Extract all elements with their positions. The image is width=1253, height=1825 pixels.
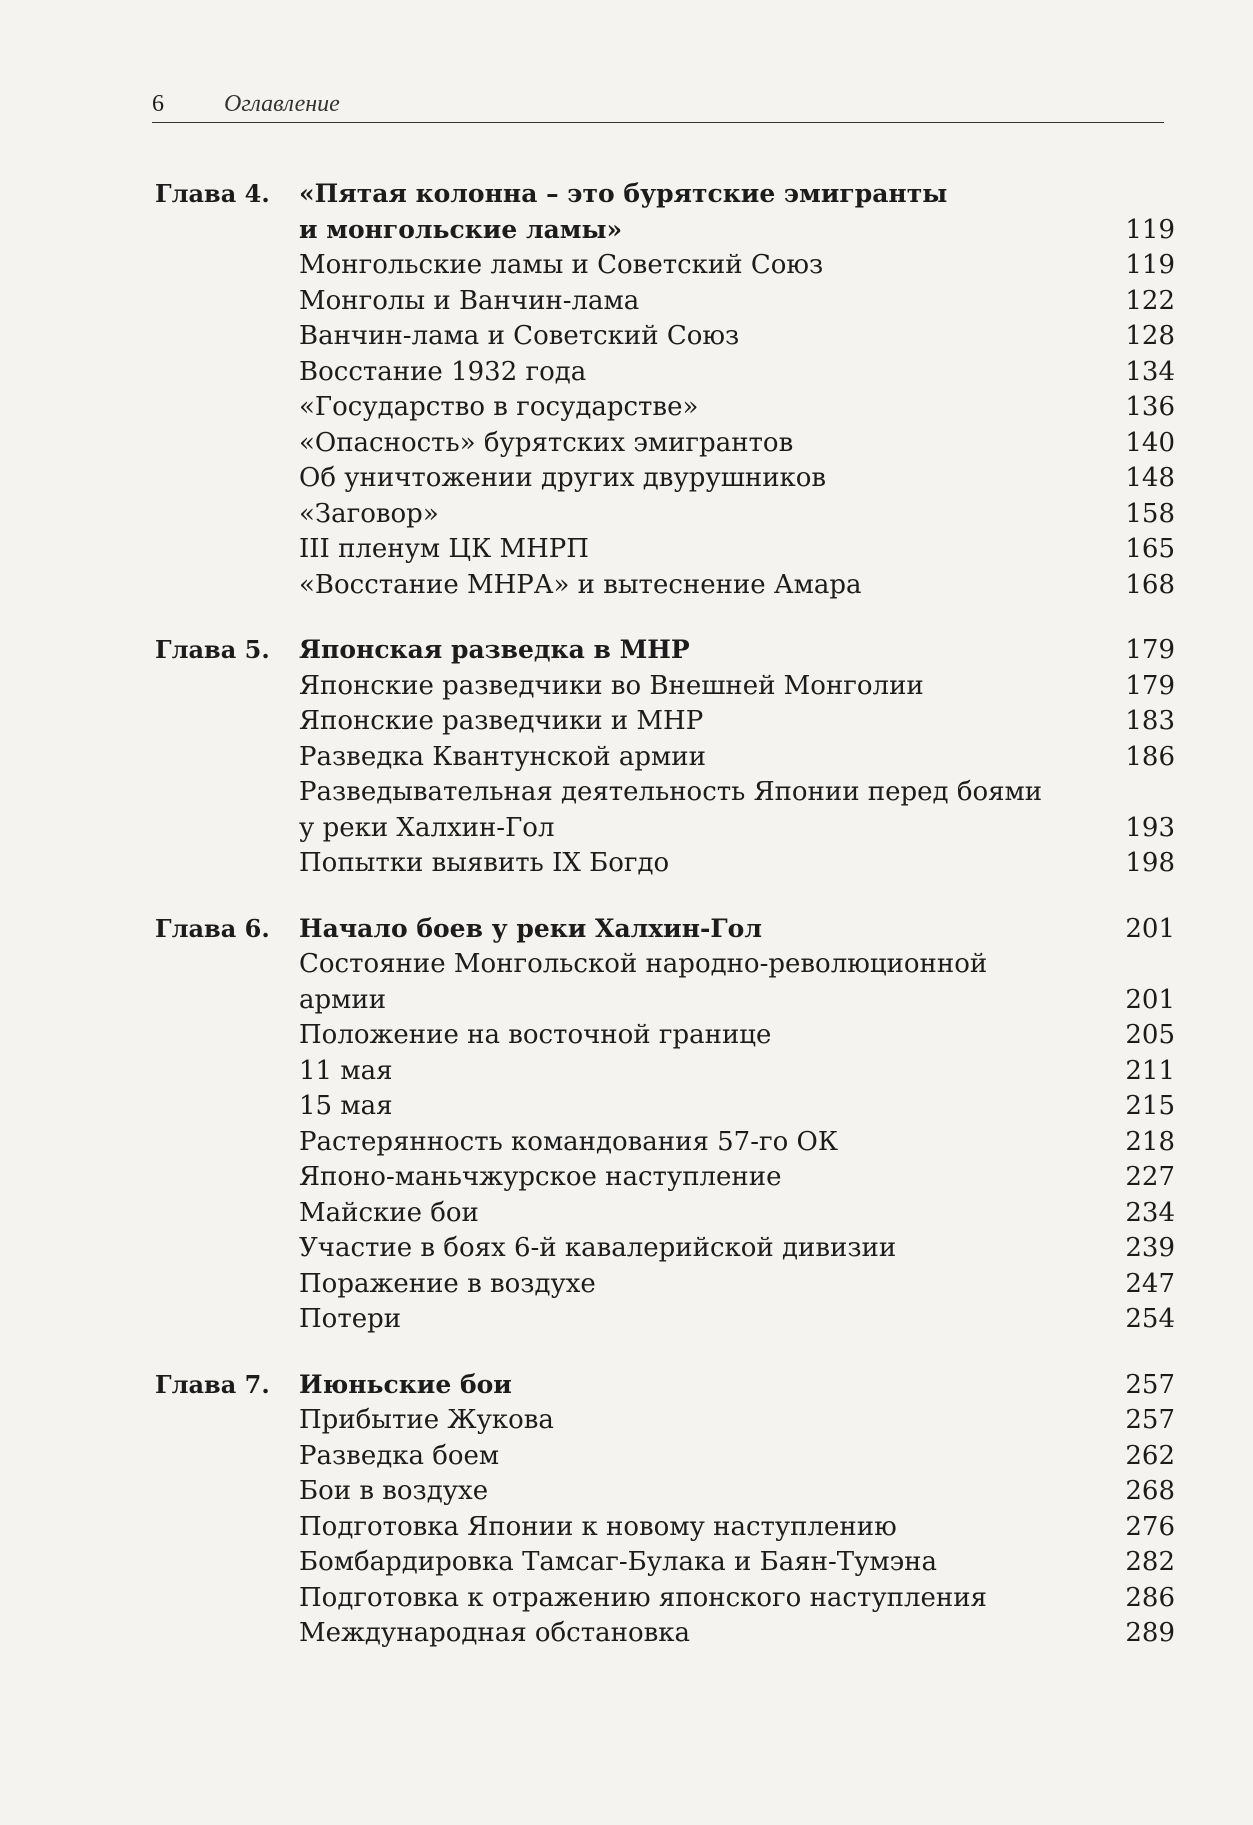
chapter-heading [155,634,1175,670]
section-page-number: 158 [1125,498,1175,529]
section-page-number: 201 [1125,984,1175,1015]
section-page-number: 218 [1125,1126,1175,1157]
toc-entry [155,249,1175,285]
section-title: «Заговор» [299,498,439,529]
toc-entry [155,1055,1175,1091]
section-page-number: 227 [1125,1162,1175,1192]
section-page-number: 165 [1125,534,1175,564]
section-title: Монголы и Ванчин-лама [299,285,640,316]
toc-entry [155,948,1175,984]
toc-entry [155,320,1175,356]
chapter-title-line: «Пятая колонна – это бурятские эмигранты [299,179,948,208]
section-title: Участие в боях 6-й кавалерийской дивизии [299,1233,897,1263]
section-title: Бои в воздухе [299,1476,489,1506]
section-page-number: 186 [1125,741,1175,772]
toc-entry [155,533,1175,569]
toc-entry [155,1090,1175,1126]
section-page-number: 282 [1125,1547,1175,1577]
section-page-number: 179 [1125,670,1175,701]
section-page-number: 183 [1125,706,1175,736]
chapter-title: Июньские бои [299,1369,512,1399]
section-title: Поражение в воздухе [299,1268,596,1299]
chapter-5 [155,634,1175,883]
section-page-number: 268 [1125,1476,1175,1506]
section-title: Японские разведчики во Внешней Монголии [299,670,924,701]
section-title: Потери [299,1304,402,1334]
chapter-page-number: 201 [1125,913,1175,944]
section-page-number: 211 [1125,1055,1175,1086]
chapter-title: Японская разведка в МНР [299,635,690,664]
toc-entry [155,498,1175,534]
toc-entry [155,1404,1175,1440]
toc-entry [155,391,1175,427]
section-title: Восстание 1932 года [299,356,587,387]
section-title: Растерянность командования 57-го ОК [299,1126,838,1157]
section-page-number: 136 [1125,392,1175,422]
chapter-label: Глава 6. [155,913,270,943]
chapter-page-number: 179 [1125,635,1175,665]
section-page-number: 122 [1125,285,1175,316]
section-title: 15 мая [299,1091,393,1121]
section-title: Майские бои [299,1197,479,1228]
section-title: Японские разведчики и МНР [299,706,704,736]
section-title: Разведка боем [299,1440,500,1471]
section-title: Об уничтожении других двурушников [299,463,827,493]
chapter-heading [155,178,1175,214]
toc-entry [155,670,1175,706]
section-title: 11 мая [299,1055,393,1086]
page-header [152,88,1164,123]
section-title: Международная обстановка [299,1618,690,1648]
section-title: III пленум ЦК МНРП [299,534,589,564]
section-title: Подготовка к отражению японского наступления [299,1582,987,1613]
section-title-line: Состояние Монгольской народно-революционной [299,949,988,979]
toc-entry [155,741,1175,777]
chapter-7 [155,1369,1175,1653]
chapter-heading-continued [155,214,1175,250]
section-title: Попытки выявить IX Богдо [299,848,670,878]
section-page-number: 119 [1125,250,1175,280]
chapter-title-line: и монгольские ламы» [299,214,623,244]
toc-entry [155,705,1175,741]
chapter-heading [155,913,1175,949]
section-page-number: 257 [1125,1405,1175,1435]
section-page-number: 239 [1125,1233,1175,1263]
section-page-number: 247 [1125,1268,1175,1299]
section-title: Бомбардировка Тамсаг-Булака и Баян-Тумэна [299,1547,938,1577]
section-page-number: 286 [1125,1582,1175,1613]
section-page-number: 262 [1125,1440,1175,1471]
chapter-4 [155,178,1175,604]
section-title: Прибытие Жукова [299,1405,554,1435]
toc-entry [155,1161,1175,1197]
toc-entry [155,847,1175,883]
section-title-line: Разведывательная деятельность Японии перед боями [299,777,1043,807]
toc-entry [155,776,1175,812]
section-title: «Опасность» бурятских эмигрантов [299,427,794,458]
toc-entry [155,1582,1175,1618]
toc-entry [155,427,1175,463]
section-page-number: 276 [1125,1511,1175,1542]
chapter-6 [155,913,1175,1339]
section-title: Японо-маньчжурское наступление [299,1162,782,1192]
toc-entry [155,1617,1175,1653]
toc-entry [155,356,1175,392]
chapter-label: Глава 5. [155,635,270,664]
toc-entry [155,1511,1175,1547]
section-page-number: 215 [1125,1091,1175,1121]
section-page-number: 148 [1125,463,1175,493]
section-page-number: 198 [1125,848,1175,878]
chapter-label: Глава 4. [155,179,270,208]
section-title: Подготовка Японии к новому наступлению [299,1511,897,1542]
section-title: Монгольские ламы и Советский Союз [299,250,824,280]
section-title: Разведка Квантунской армии [299,741,706,772]
running-title: Оглавление [224,91,340,117]
toc-entry-continued [155,984,1175,1020]
section-page-number: 168 [1125,569,1175,600]
toc-entry [155,462,1175,498]
section-title: «Восстание МНРА» и вытеснение Амара [299,569,862,600]
section-title-line: армии [299,984,387,1015]
toc-entry [155,1126,1175,1162]
section-title: «Государство в государстве» [299,392,699,422]
toc-entry [155,1546,1175,1582]
toc-entry [155,1440,1175,1476]
toc-entry [155,1268,1175,1304]
section-page-number: 193 [1125,812,1175,843]
toc-entry [155,1197,1175,1233]
chapter-title: Начало боев у реки Халхин-Гол [299,913,762,943]
toc-entry [155,285,1175,321]
page-number: 6 [152,91,164,117]
section-title: Положение на восточной границе [299,1020,772,1050]
table-of-contents [155,178,1175,1683]
chapter-page-number: 119 [1125,214,1175,245]
section-page-number: 254 [1125,1304,1175,1334]
section-page-number: 205 [1125,1020,1175,1050]
section-page-number: 140 [1125,427,1175,458]
section-page-number: 289 [1125,1618,1175,1648]
toc-entry-continued [155,812,1175,848]
toc-entry [155,1019,1175,1055]
section-page-number: 234 [1125,1197,1175,1228]
chapter-label: Глава 7. [155,1369,270,1399]
section-page-number: 128 [1125,321,1175,351]
toc-entry [155,1303,1175,1339]
chapter-page-number: 257 [1125,1369,1175,1400]
section-title: Ванчин-лама и Советский Союз [299,321,740,351]
toc-entry [155,569,1175,605]
section-title-line: у реки Халхин-Гол [299,812,555,843]
toc-entry [155,1475,1175,1511]
section-page-number: 134 [1125,356,1175,387]
toc-entry [155,1232,1175,1268]
chapter-heading [155,1369,1175,1405]
